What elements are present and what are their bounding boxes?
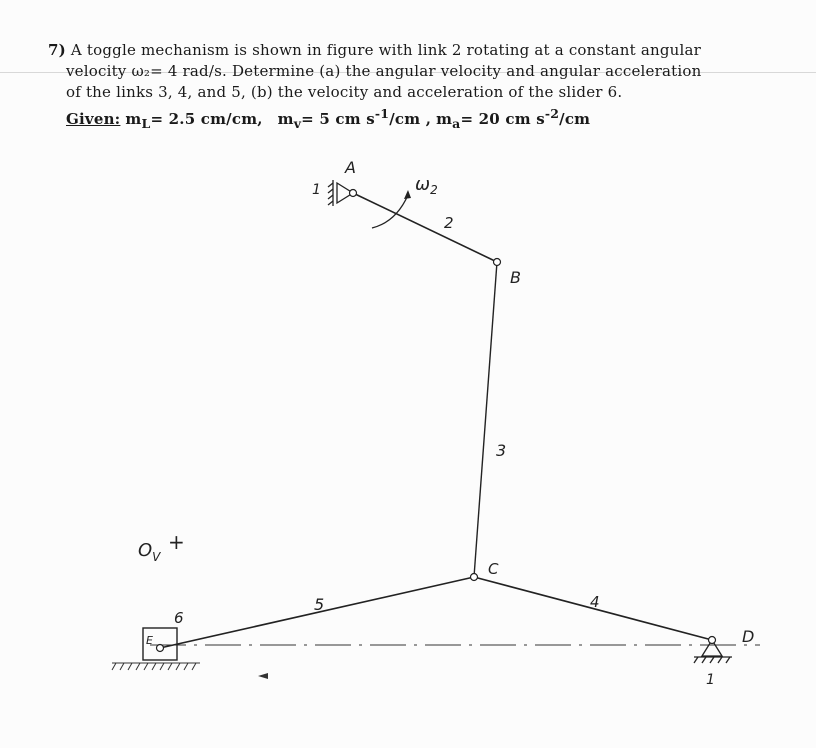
label-link-6: 6 [174, 609, 184, 627]
label-link-4: 4 [590, 593, 600, 611]
given-velocity-scale: $m_v= 5$ cm $s^{-1}/cm$ , [277, 106, 432, 131]
problem-line-3: of the links 3, 4, and 5, (b) the velocity and acceleration of the slider 6. [66, 83, 623, 101]
label-b: B [510, 268, 521, 287]
label-link-1-top: 1 [312, 182, 321, 198]
origin-label: $O_V$ [138, 540, 161, 564]
joint-d [709, 637, 716, 644]
omega-arrowhead [404, 190, 411, 199]
joint-b [494, 259, 501, 266]
label-e: E [146, 634, 153, 647]
label-link-5: 5 [314, 595, 325, 614]
label-a: A [345, 158, 356, 177]
problem-number: 7) [48, 41, 66, 59]
label-c: C [488, 560, 499, 578]
label-link-2: 2 [444, 214, 454, 232]
problem-text-1: A toggle mechanism is shown in figure with link 2 rotating at a constant angular [70, 41, 702, 59]
label-link-1-bottom: 1 [706, 672, 715, 688]
joint-e [157, 645, 164, 652]
label-omega: $\omega_2$ [415, 174, 438, 197]
slider-direction-mark [258, 673, 268, 679]
given-acceleration-scale: $m_a= 20$ cm $s^{-2}/cm$ [436, 106, 591, 131]
given-length-scale: $m_L= 2.5$ cm/cm, [125, 110, 263, 131]
joint-c [471, 574, 478, 581]
joint-a [350, 190, 357, 197]
slider-ground-hatch [112, 663, 200, 670]
label-d: D [742, 627, 755, 646]
problem-line-2: velocity ω₂= 4 rad/s. Determine (a) the angular velocity and angular acceleration [66, 62, 702, 80]
given-label: Given: [66, 110, 121, 128]
origin-plus: + [168, 530, 185, 554]
link-3 [474, 262, 497, 577]
label-link-3: 3 [496, 441, 507, 460]
